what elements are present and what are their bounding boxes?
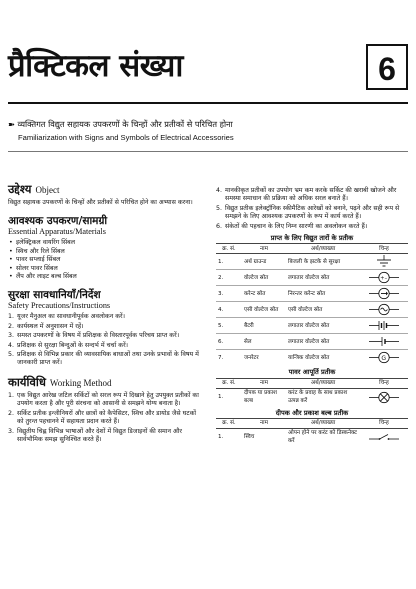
- apparatus-heading: आवश्यक उपकरण/सामग्री: [8, 215, 108, 228]
- table-row: 4. एसी वोल्टेज स्रोत एसी वोल्टेज स्रोत: [216, 302, 408, 318]
- table-caption: पावर आपूर्ति प्रतीक: [288, 368, 336, 377]
- list-item: • लैंप और लाइट बल्ब सिंबल: [8, 273, 204, 281]
- list-item: • इलेक्ट्रिकल वायरिंग सिंबल: [8, 239, 204, 247]
- wire-symbols-table: [216, 243, 408, 365]
- generator-icon: [369, 351, 399, 364]
- method-list-continued: [216, 187, 408, 231]
- lamp-icon: [369, 391, 399, 404]
- table-row: 1. दीपक या प्रकाश बल्ब करंट के प्रवाह के साथ प्रकाश उत्पन्न करें: [216, 388, 408, 405]
- page-header: [8, 38, 408, 100]
- list-item: 2. कार्यस्थल में अनुशासन में रहें।: [8, 322, 84, 330]
- objective-heading: उद्देश्य Object: [8, 182, 60, 196]
- power-supply-table: [216, 378, 408, 406]
- list-item: 5. प्रशिक्षक से विभिन्न प्रकार की व्यावसायिक बाधाओं तथा उनके प्रभावों के विषय में जानकारी प्राप्त करें।: [8, 351, 199, 367]
- ac-source-icon: [369, 303, 399, 316]
- svg-text:+: +: [380, 276, 385, 283]
- table-caption: दीपक और प्रकाश बल्ब प्रतीक: [275, 408, 349, 417]
- objective-text: विद्युत सहायक उपकरणों के चिन्हों और प्रतीकों से परिचित होने का अभ्यास करना।: [8, 199, 193, 206]
- method-list: [8, 392, 204, 444]
- subtitle: [8, 118, 234, 144]
- subtitle-rule: [8, 151, 408, 152]
- list-item: 4. प्रशिक्षक से सुरक्षा बिन्दुओं के सन्दर्भ में चर्चा करें।: [8, 341, 129, 349]
- method-heading: कार्यविधि Working Method: [8, 374, 112, 389]
- table-header-row: क्र. सं. नाम अर्थ/व्याख्या चिन्ह: [216, 419, 408, 429]
- list-item: 5. विद्युत प्रतीक इलेक्ट्रॉनिक स्कीमैटिक आरेखों को बनाने, पढ़ने और सही रूप से समझने के लिए आवश्यक उपकरणों के रूप में कार्य करते हैं।: [216, 204, 400, 221]
- list-item: 2. सर्किट प्रतीक इन्जीनियरों और छात्रों को कैपेसिटर, स्विच और डायोड जैसे घटकों को तुरन्त पहचानने में सहायता प्रदान करते हैं।: [8, 409, 197, 426]
- svg-text:–: –: [384, 275, 388, 282]
- list-item: 4. मानकीकृत प्रतीकों का उपयोग भ्रम कम करके सर्किट की खराबी खोजने और समस्या समाधान की प्रक्रिया को अधिक सरल बनाते हैं।: [216, 187, 397, 203]
- page-title: प्रैक्टिकल संख्या: [8, 48, 183, 84]
- table-row: 5. बैटरी लगातार वोल्टेज स्रोत: [216, 318, 408, 334]
- svg-text:G: G: [381, 355, 387, 363]
- header-rule: [8, 102, 408, 104]
- earth-ground-icon: [373, 255, 395, 268]
- right-column: [216, 185, 408, 446]
- table-header-row: क्र. सं. नाम अर्थ/व्याख्या चिन्ह: [216, 244, 408, 254]
- table-row: 1. अर्थ ग्राउन्ड बिजली के झटके से सुरक्षा: [216, 254, 408, 270]
- list-item: • स्विच और रिले सिंबल: [8, 248, 204, 256]
- battery-icon: [369, 319, 399, 332]
- list-item: • सोलर पावर सिंबल: [8, 265, 204, 273]
- table-caption: प्राप्त के लिए विद्युत तारों के प्रतीक: [270, 234, 354, 243]
- cell-icon: [369, 335, 399, 348]
- arrow-bullet-icon: ➽: [8, 119, 18, 129]
- table-row: 7. जनरेटर यान्त्रिक वोल्टेज स्रोत G: [216, 350, 408, 366]
- apparatus-heading-en: Essential Apparatus/Materials: [8, 227, 106, 237]
- list-item: 6. संकेतों की पहचान के लिए निम्न सारणी का अवलोकन करते हैं।: [216, 222, 368, 230]
- table-row: 2. वोल्टेज स्रोत लगातार वोल्टेज स्रोत + –: [216, 270, 408, 286]
- table-row: 1. स्विच ओपन होने पर करंट को डिस्कनेक्ट करें: [216, 429, 408, 446]
- subtitle-hindi: ➽ व्यक्तिगत विद्युत सहायक उपकरणों के चिन्हों और प्रतीकों से परिचित होना: [8, 119, 233, 129]
- table-row: 6. सेल लगातार वोल्टेज स्रोत: [216, 334, 408, 350]
- safety-heading-en: Safety Precautions/Instructions: [8, 301, 111, 311]
- practical-number-badge: 6: [366, 44, 408, 90]
- table-header-row: क्र. सं. नाम अर्थ/व्याख्या चिन्ह: [216, 378, 408, 388]
- left-column: [8, 183, 204, 445]
- current-source-icon: [369, 287, 399, 300]
- subtitle-english: Familiarization with Signs and Symbols of Electrical Accessories: [18, 133, 234, 142]
- switch-icon: [369, 431, 399, 444]
- list-item: 1. एक विद्युत आरेख जटिल सर्किटों को सरल रूप में दिखाने हेतु उपयुक्त प्रतीकों का उपयोग करता है और पूरी संरचना को आसानी से समझने योग्य बनाता है।: [8, 391, 199, 408]
- list-item: 1. यूजर मैनुअल का सावधानीपूर्वक अवलोकन करें।: [8, 313, 125, 321]
- list-item: 3. समस्त उपकरणों के विषय में प्रशिक्षक से विस्तारपूर्वक परिचय प्राप्त करें।: [8, 332, 180, 340]
- lamp-symbols-table: [216, 418, 408, 446]
- list-item: 3. विद्युतीय चिह्न विभिन्न भाषाओं और देशों में विद्युत डिजाइनों की समान और सार्वभौमिक समझ सुनिश्चित करते हैं।: [8, 427, 182, 443]
- table-row: 3. करेन्ट स्रोत निरन्तर करेन्ट स्रोत: [216, 286, 408, 302]
- apparatus-list: [8, 239, 204, 281]
- safety-list: [8, 313, 204, 367]
- list-item: • पावर सप्लाई सिंबल: [8, 256, 204, 264]
- safety-heading: सुरक्षा सावधानियाँ/निर्देश: [8, 289, 101, 302]
- voltage-source-icon: [369, 271, 399, 284]
